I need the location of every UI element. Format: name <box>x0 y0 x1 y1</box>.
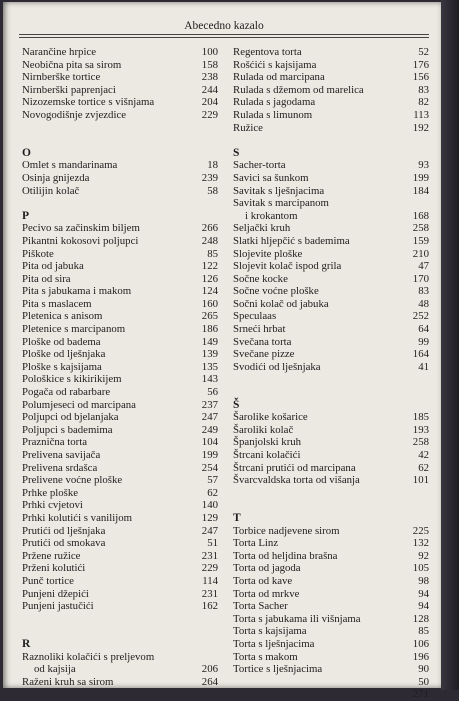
entry-page-number: 149 <box>201 335 218 348</box>
index-column-right <box>233 46 429 701</box>
entry-page-number: 196 <box>412 650 429 663</box>
entry-page-number: 139 <box>201 348 218 361</box>
index-entry <box>22 323 218 336</box>
entry-page-number: 239 <box>201 171 218 184</box>
entry-title: Pita od sira <box>22 272 71 285</box>
entry-title: Torta od mrkve <box>233 587 300 600</box>
index-entry <box>22 588 218 601</box>
entry-page-number: 105 <box>412 562 429 575</box>
entry-page-number: 100 <box>201 46 218 58</box>
index-entry <box>22 310 218 323</box>
heading-letter: R <box>22 637 31 650</box>
index-entry <box>22 525 218 538</box>
entry-page-number: 83 <box>418 83 429 96</box>
entry-title: Nirnberške tortice <box>22 71 101 84</box>
entry-page-number: 168 <box>412 209 429 222</box>
index-entry <box>22 159 218 172</box>
entry-page-number: 57 <box>207 474 218 487</box>
entry-page-number: 94 <box>418 600 429 613</box>
index-entry <box>22 487 218 500</box>
entry-page-number: 254 <box>201 461 218 474</box>
entry-title: Torta Linz <box>233 537 279 550</box>
entry-title: Pološkice s kikirikijem <box>22 373 122 386</box>
entry-title: Torta od kave <box>233 574 293 587</box>
index-entry <box>22 663 218 676</box>
entry-page-number: 237 <box>201 398 218 411</box>
entry-title: Šaroliki kolač <box>233 423 294 436</box>
entry-title: Ploške od badema <box>22 335 101 348</box>
index-entry <box>233 348 429 361</box>
entry-title: Sočne kocke <box>233 272 288 285</box>
entry-title: Torta s lješnjacima <box>233 637 315 650</box>
entry-page-number: 122 <box>201 260 218 273</box>
entry-page-number: 113 <box>413 108 429 121</box>
entry-page-number: 266 <box>201 222 218 235</box>
entry-title: Osinja gnijezda <box>22 171 90 184</box>
index-entry <box>22 600 218 613</box>
index-entry <box>233 663 429 676</box>
index-entry <box>233 537 429 550</box>
entry-page-number: 140 <box>201 499 218 512</box>
index-entry <box>22 512 218 525</box>
entry-page-number: 42 <box>418 449 429 461</box>
entry-title: Seljački kruh <box>233 222 291 235</box>
entry-page-number: 104 <box>201 436 218 449</box>
index-entry <box>22 273 218 286</box>
entry-page-number: 231 <box>201 549 218 562</box>
entry-page-number: 93 <box>418 159 429 172</box>
index-entry <box>233 625 429 638</box>
entry-title: Torta s kajsijama <box>233 625 307 638</box>
entry-title: Pogača od rabarbare <box>22 386 111 399</box>
entry-page-number: 199 <box>412 171 429 184</box>
entry-title: Speculaas <box>233 310 277 323</box>
index-entry <box>233 474 429 487</box>
entry-page-number: 85 <box>418 625 429 638</box>
index-entry <box>22 71 218 84</box>
index-entry <box>22 298 218 311</box>
index-entry <box>22 575 218 588</box>
index-entry <box>22 676 218 689</box>
entry-title: Prutići od lješnjaka <box>22 524 106 537</box>
entry-page-number: 50 <box>418 675 429 688</box>
entry-title: Svečane pizze <box>233 348 295 361</box>
entry-page-number: 48 <box>418 297 429 310</box>
entry-page-number: 124 <box>201 285 218 298</box>
entry-title: Piškote <box>22 247 54 260</box>
index-entry <box>233 273 429 286</box>
entry-page-number: 160 <box>201 297 218 310</box>
index-entry <box>233 336 429 349</box>
index-entry <box>22 260 218 273</box>
entry-page-number: 143 <box>201 373 218 386</box>
index-entry <box>233 638 429 651</box>
heading-letter: S <box>233 146 240 159</box>
entry-page-number: 159 <box>412 234 429 247</box>
entry-page-number: 164 <box>412 348 429 361</box>
entry-title: Omlet s mandarinama <box>22 159 118 172</box>
entry-title: Rošćići s kajsijama <box>233 58 317 71</box>
entry-page-number: 258 <box>412 222 429 235</box>
entry-page-number: 47 <box>418 260 429 273</box>
index-entry <box>22 336 218 349</box>
book-page <box>3 2 441 701</box>
entry-page-number: 18 <box>207 159 218 172</box>
index-entry <box>22 651 218 664</box>
index-entry <box>233 197 429 210</box>
entry-title: Poljupci od bjelanjaka <box>22 411 119 424</box>
entry-title: Slojevit kolač ispod grila <box>233 260 342 273</box>
entry-title: Štrcani kolačići <box>233 449 301 461</box>
entry-title: Savitak s lješnjacima <box>233 184 325 197</box>
index-entry <box>22 499 218 512</box>
entry-page-number: 258 <box>412 436 429 449</box>
entry-page-number: 101 <box>412 474 429 487</box>
entry-page-number: 192 <box>412 121 429 134</box>
entry-title: Tortice s lješnjacima <box>233 663 323 676</box>
index-letter-heading <box>22 210 218 223</box>
page-number-row <box>233 688 429 701</box>
index-letter-heading <box>233 147 429 160</box>
index-entry <box>22 109 218 122</box>
entry-page-number: 248 <box>201 234 218 247</box>
entry-title: Raženi kruh sa sirom <box>22 675 114 688</box>
index-entry <box>22 84 218 97</box>
index-entry <box>22 59 218 72</box>
index-entry <box>233 222 429 235</box>
entry-page-number: 128 <box>412 612 429 625</box>
entry-page-number: 58 <box>207 184 218 197</box>
entry-title: Šarolike košarice <box>233 411 308 424</box>
index-entry <box>22 474 218 487</box>
index-entry <box>233 613 429 626</box>
entry-page-number: 185 <box>412 411 429 424</box>
spacer <box>22 197 218 210</box>
entry-title: Torta s jabukama ili višnjama <box>233 612 361 625</box>
index-entry <box>233 588 429 601</box>
index-entry <box>233 525 429 538</box>
entry-page-number: 64 <box>418 323 429 336</box>
index-entry <box>22 449 218 462</box>
entry-title: Sočni kolač od jabuka <box>233 297 329 310</box>
entry-page-number: 229 <box>201 562 218 575</box>
entry-page-number: 265 <box>201 310 218 323</box>
entry-title: Prženi kolutići <box>22 562 86 575</box>
index-entry <box>233 159 429 172</box>
entry-title: Poljupci s bademima <box>22 423 113 436</box>
index-entry <box>22 96 218 109</box>
entry-title: Svečana torta <box>233 335 292 348</box>
index-letter-heading <box>233 512 429 525</box>
index-entry <box>233 59 429 72</box>
entry-title: Ploške s kajsijama <box>22 360 102 373</box>
index-entry <box>22 285 218 298</box>
entry-page-number: 162 <box>201 600 218 613</box>
entry-page-number: 41 <box>418 360 429 373</box>
entry-title: Polumjeseci od marcipana <box>22 398 136 411</box>
entry-page-number: 206 <box>201 663 218 676</box>
index-entry <box>233 361 429 374</box>
index-entry <box>233 676 429 689</box>
entry-title: Slatki hljepčić s bademima <box>233 234 350 247</box>
index-letter-heading <box>22 147 218 160</box>
page-number: 271 <box>412 688 429 701</box>
index-column-left <box>22 46 218 688</box>
index-entry <box>233 449 429 462</box>
entry-title: Raznoliki kolačići s preljevom <box>22 650 155 663</box>
entry-title: Torbice nadjevene sirom <box>233 524 340 537</box>
entry-title: Švarcvaldska torta od višanja <box>233 474 360 487</box>
entry-title: Prelivena savijača <box>22 449 101 461</box>
index-entry <box>233 285 429 298</box>
entry-title: Praznična torta <box>22 436 88 449</box>
entry-title: Rulada s limunom <box>233 108 313 121</box>
entry-title: Rulada s jagodama <box>233 96 316 109</box>
heading-letter: Š <box>233 398 240 411</box>
heading-letter: P <box>22 209 30 222</box>
index-entry <box>22 550 218 563</box>
spacer <box>233 386 429 399</box>
spacer <box>233 499 429 512</box>
entry-page-number: 83 <box>418 285 429 298</box>
page-header-title: Abecedno kazalo <box>184 20 264 32</box>
heading-letter: T <box>233 511 241 524</box>
index-entry <box>22 248 218 261</box>
entry-page-number: 158 <box>201 58 218 71</box>
entry-page-number: 247 <box>201 524 218 537</box>
entry-title: Narančine hrpice <box>22 46 97 58</box>
index-entry <box>22 399 218 412</box>
entry-title: i krokantom <box>245 209 298 222</box>
entry-title: Neobična pita sa sirom <box>22 58 122 71</box>
entry-title: Štrcani prutići od marcipana <box>233 461 356 474</box>
entry-page-number: 225 <box>412 524 429 537</box>
entry-title: Torta s makom <box>233 650 298 663</box>
entry-page-number: 193 <box>412 423 429 436</box>
entry-title: Sočne voćne ploške <box>233 285 319 298</box>
entry-page-number: 52 <box>418 46 429 58</box>
entry-title: Pikantni kokosovi poljupci <box>22 234 139 247</box>
index-entry <box>233 562 429 575</box>
entry-page-number: 176 <box>412 58 429 71</box>
entry-page-number: 135 <box>201 360 218 373</box>
index-entry <box>233 575 429 588</box>
entry-title: Rulada od marcipana <box>233 71 325 84</box>
index-entry <box>22 462 218 475</box>
entry-title: Slojevite ploške <box>233 247 303 260</box>
entry-title: Prelivene voćne ploške <box>22 474 123 487</box>
entry-title: Regentova torta <box>233 46 302 58</box>
spacer <box>22 122 218 135</box>
index-entry <box>22 373 218 386</box>
entry-title: Savici sa šunkom <box>233 171 309 184</box>
index-entry <box>233 210 429 223</box>
index-entry <box>233 323 429 336</box>
header-rule <box>19 34 429 35</box>
entry-title: Ploške od lješnjaka <box>22 348 106 361</box>
entry-title: Punjeni džepići <box>22 587 89 600</box>
entry-page-number: 51 <box>207 537 218 550</box>
entry-page-number: 247 <box>201 411 218 424</box>
spacer <box>22 134 218 147</box>
index-entry <box>233 462 429 475</box>
entry-title: Španjolski kruh <box>233 436 302 449</box>
entry-page-number: 62 <box>418 461 429 474</box>
entry-title: Prhki cvjetovi <box>22 499 83 512</box>
spacer <box>22 613 218 626</box>
index-entry <box>233 310 429 323</box>
entry-title: Novogodišnje zvjezdice <box>22 108 127 121</box>
entry-title: Punč tortice <box>22 574 74 587</box>
entry-title: Torta od heljdina brašna <box>233 549 338 562</box>
index-entry <box>233 436 429 449</box>
entry-page-number: 98 <box>418 574 429 587</box>
entry-page-number: 82 <box>418 96 429 109</box>
index-entry <box>22 386 218 399</box>
index-entry <box>22 185 218 198</box>
index-entry <box>233 235 429 248</box>
entry-title: Nirnberški paprenjaci <box>22 83 116 96</box>
index-entry <box>233 298 429 311</box>
entry-title: Savitak s marcipanom <box>233 197 329 210</box>
entry-title: Prutići od smokava <box>22 537 106 550</box>
entry-page-number: 90 <box>418 663 429 676</box>
entry-title: Svodići od lješnjaka <box>233 360 321 373</box>
index-letter-heading <box>233 399 429 412</box>
index-entry <box>22 46 218 59</box>
index-entry <box>233 260 429 273</box>
spacer <box>233 487 429 500</box>
entry-page-number: 186 <box>201 323 218 336</box>
index-entry <box>233 84 429 97</box>
entry-page-number: 126 <box>201 272 218 285</box>
entry-page-number: 106 <box>412 637 429 650</box>
entry-page-number: 170 <box>412 272 429 285</box>
spacer <box>22 625 218 638</box>
book-cover-edge <box>441 0 459 690</box>
spacer <box>233 134 429 147</box>
entry-page-number: 199 <box>201 449 218 461</box>
entry-title: Pita od jabuka <box>22 260 84 273</box>
index-entry <box>233 550 429 563</box>
entry-page-number: 204 <box>201 96 218 109</box>
entry-page-number: 184 <box>412 184 429 197</box>
entry-page-number: 238 <box>201 71 218 84</box>
index-entry <box>22 562 218 575</box>
entry-page-number: 99 <box>418 335 429 348</box>
entry-page-number: 231 <box>201 587 218 600</box>
index-entry <box>22 411 218 424</box>
index-entry <box>22 172 218 185</box>
entry-title: Rulada s džemom od marelica <box>233 83 364 96</box>
entry-title: Pita s jabukama i makom <box>22 285 132 298</box>
entry-page-number: 56 <box>207 386 218 399</box>
index-entry <box>233 46 429 59</box>
index-entry <box>22 348 218 361</box>
index-entry <box>22 537 218 550</box>
entry-title: od kajsija <box>34 663 76 676</box>
entry-page-number: 252 <box>412 310 429 323</box>
entry-title: Pecivo sa začinskim biljem <box>22 222 140 235</box>
entry-title: Prelivena srdašca <box>22 461 98 474</box>
index-entry <box>233 109 429 122</box>
index-entry <box>233 172 429 185</box>
entry-page-number: 132 <box>412 537 429 550</box>
index-entry <box>233 651 429 664</box>
index-entry <box>22 424 218 437</box>
index-entry <box>233 600 429 613</box>
index-letter-heading <box>22 638 218 651</box>
entry-page-number: 229 <box>201 108 218 121</box>
entry-page-number: 264 <box>201 675 218 688</box>
entry-page-number: 94 <box>418 587 429 600</box>
entry-title: Torta Sacher <box>233 600 288 613</box>
entry-page-number: 249 <box>201 423 218 436</box>
entry-title: Srneći hrbat <box>233 323 286 336</box>
index-entry <box>22 436 218 449</box>
entry-title: Prhke ploške <box>22 486 79 499</box>
index-entry <box>233 248 429 261</box>
entry-title: Sacher-torta <box>233 159 286 172</box>
entry-title: Ružice <box>233 121 263 134</box>
index-entry <box>233 122 429 135</box>
entry-title: Pletenica s anisom <box>22 310 103 323</box>
spacer <box>233 373 429 386</box>
entry-page-number: 62 <box>207 486 218 499</box>
index-entry <box>22 235 218 248</box>
entry-title: Torta od jagoda <box>233 562 301 575</box>
entry-title: Otilijin kolač <box>22 184 80 197</box>
entry-title: Nizozemske tortice s višnjama <box>22 96 155 109</box>
index-entry <box>233 424 429 437</box>
entry-title: Prhki kolutići s vanilijom <box>22 511 133 524</box>
entry-page-number: 210 <box>412 247 429 260</box>
entry-title: Pržene ružice <box>22 549 81 562</box>
entry-page-number: 156 <box>412 71 429 84</box>
entry-page-number: 129 <box>201 511 218 524</box>
entry-page-number: 85 <box>207 247 218 260</box>
entry-page-number: 92 <box>418 549 429 562</box>
entry-title: Pletenice s marcipanom <box>22 323 126 336</box>
index-entry <box>22 361 218 374</box>
entry-title: Punjeni jastučići <box>22 600 94 613</box>
index-entry <box>233 411 429 424</box>
entry-page-number: 114 <box>202 574 218 587</box>
entry-page-number: 244 <box>201 83 218 96</box>
index-entry <box>22 222 218 235</box>
index-entry <box>233 71 429 84</box>
index-entry <box>233 185 429 198</box>
index-entry <box>233 96 429 109</box>
header-rule-thin <box>19 37 429 38</box>
entry-title: Pita s maslacem <box>22 297 92 310</box>
heading-letter: O <box>22 146 31 159</box>
